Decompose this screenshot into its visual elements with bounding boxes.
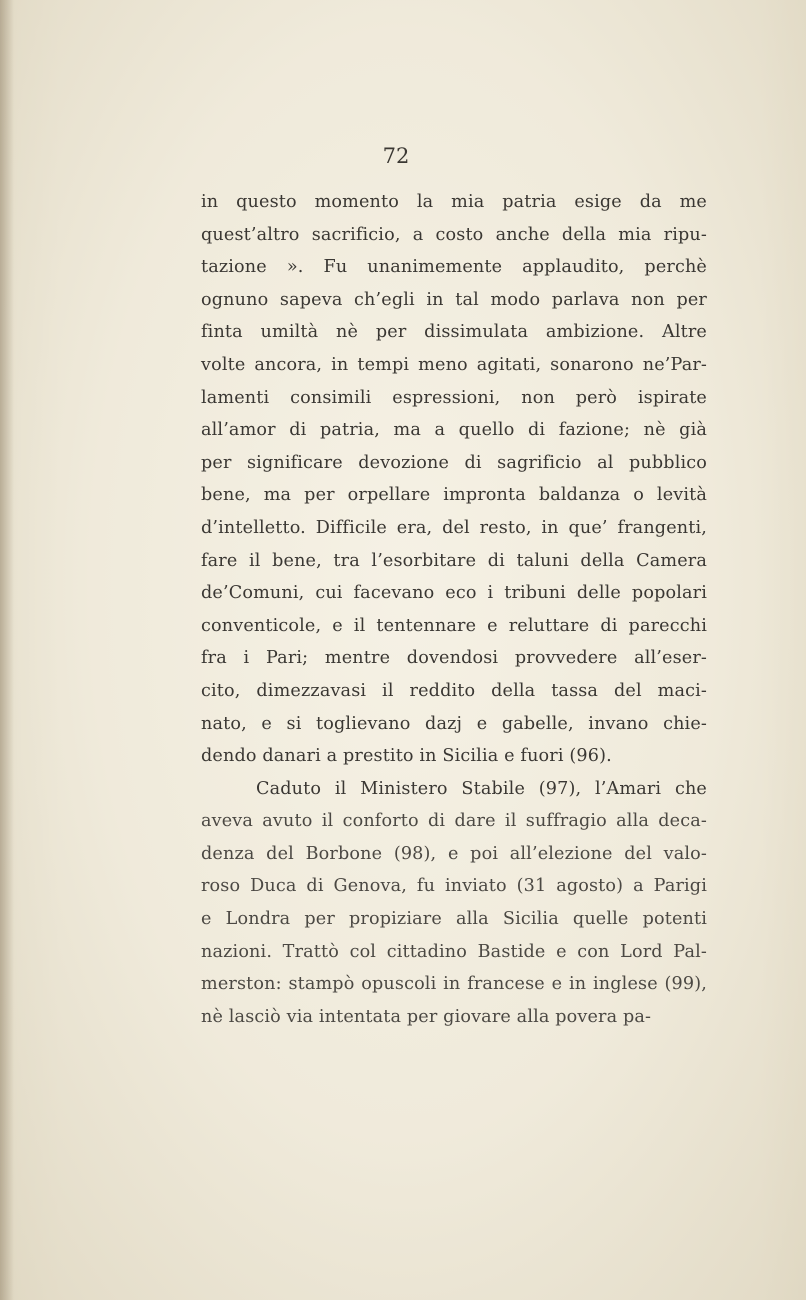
text-line: nè lasciò via intentata per giovare alla povera pa- [201, 1006, 652, 1027]
text-line: merston: stampò opuscoli in francese e in inglese (99), [201, 974, 707, 995]
text-line: nato, e si toglievano dazj e gabelle, invano chie- [201, 713, 707, 734]
text-line: dendo danari a prestito in Sicilia e fuori (96). [201, 746, 612, 767]
text-line: denza del Borbone (98), e poi all’elezione del valo- [201, 843, 707, 864]
text-line: nazioni. Trattò col cittadino Bastide e con Lord Pal- [201, 941, 707, 962]
text-line: d’intelletto. Difficile era, del resto, in que’ frangenti, [201, 517, 707, 538]
text-line: all’amor di patria, ma a quello di fazione; nè già [201, 420, 707, 441]
text-line: e Londra per propiziare alla Sicilia quelle potenti [201, 909, 707, 930]
text-line: fra i Pari; mentre dovendosi provvedere all’eser- [201, 648, 707, 669]
text-line: quest’altro sacrificio, a costo anche della mia ripu- [201, 224, 707, 245]
text-line: conventicole, e il tentennare e reluttare di parecchi [201, 615, 707, 636]
text-line: per significare devozione di sagrificio al pubblico [201, 452, 707, 473]
text-line: de’Comuni, cui facevano eco i tribuni delle popolari [201, 583, 707, 604]
text-line: Caduto il Ministero Stabile (97), l’Amari che [256, 778, 707, 799]
text-line: volte ancora, in tempi meno agitati, sonarono ne’Par- [201, 354, 707, 375]
text-line: finta umiltà nè per dissimulata ambizione. Altre [201, 322, 707, 343]
text-line: bene, ma per orpellare impronta baldanza o levità [201, 485, 707, 506]
text-line: tazione ». Fu unanimemente applaudito, perchè [201, 257, 707, 278]
text-line: roso Duca di Genova, fu inviato (31 agosto) a Parigi [201, 876, 707, 897]
page-spine-shadow [0, 0, 14, 1300]
page-number: 72 [382, 144, 410, 168]
text-line: lamenti consimili espressioni, non però ispirate [201, 387, 707, 408]
body-text [201, 186, 707, 1033]
text-line: aveva avuto il conforto di dare il suffragio alla deca- [201, 811, 707, 832]
text-line: cito, dimezzavasi il reddito della tassa del maci- [201, 680, 707, 701]
text-line: ognuno sapeva ch’egli in tal modo parlava non per [201, 289, 707, 310]
text-line: in questo momento la mia patria esige da me [201, 192, 707, 212]
text-line: fare il bene, tra l’esorbitare di taluni della Camera [201, 550, 707, 571]
